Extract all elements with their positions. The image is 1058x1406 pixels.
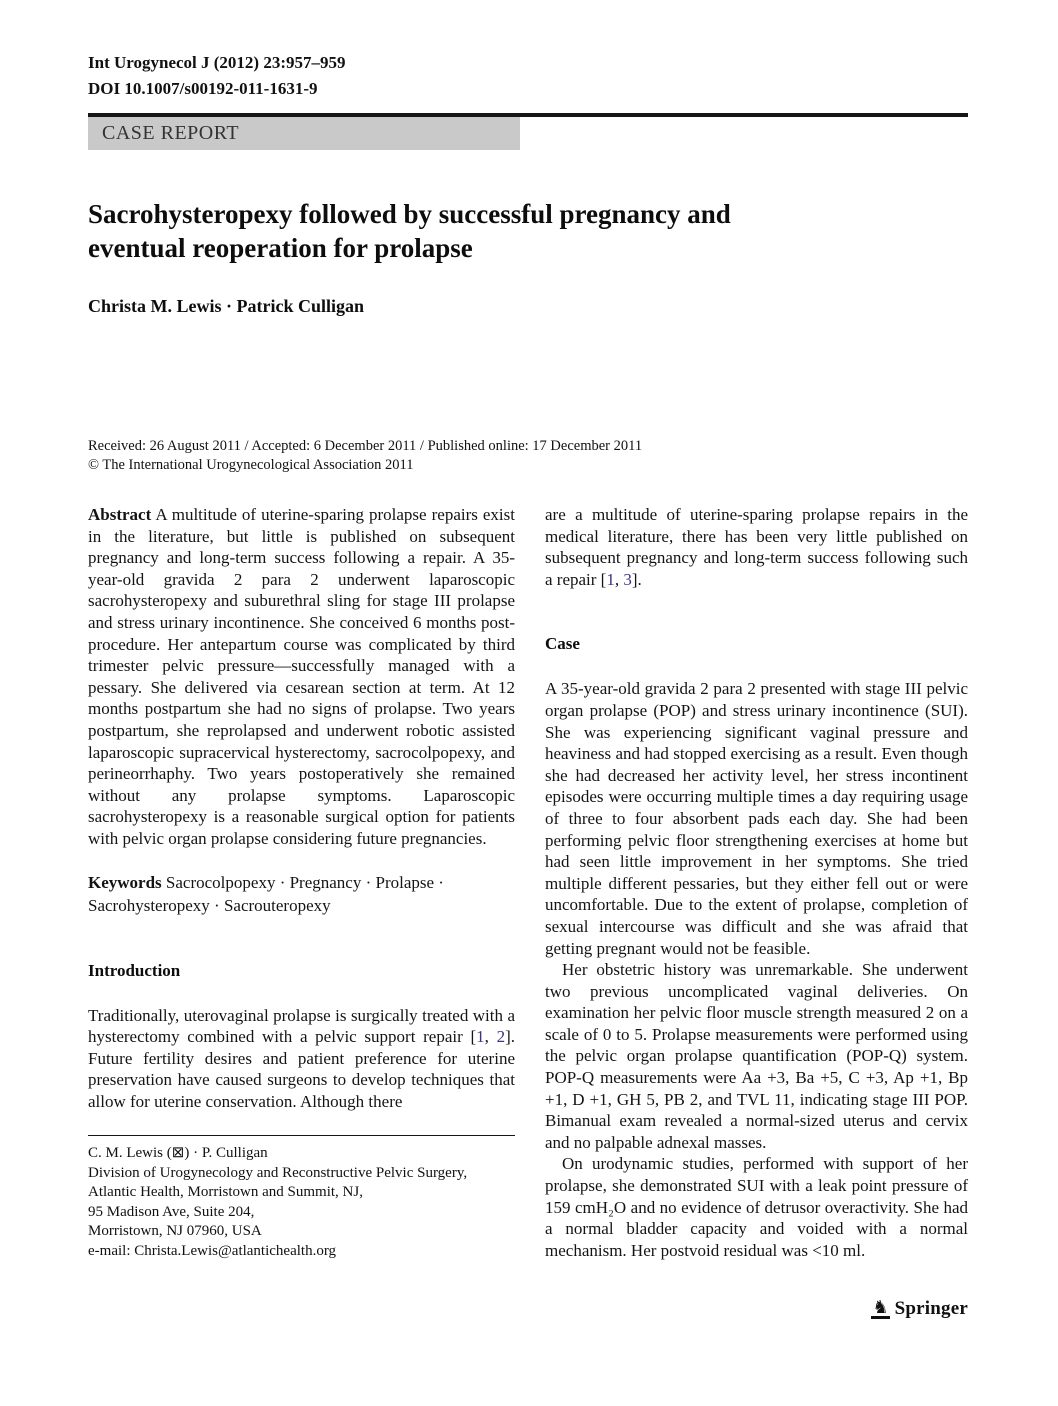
citation-ref-3[interactable]: 3 xyxy=(623,569,632,589)
citation-ref-2[interactable]: 2 xyxy=(496,1027,506,1047)
springer-knight-icon: ♞ xyxy=(872,1297,889,1317)
left-column xyxy=(88,504,515,1261)
citation-separator-2: , xyxy=(614,569,624,589)
doi-line: DOI 10.1007/s00192-011-1631-9 xyxy=(88,79,318,98)
keywords-text: Sacrocolpopexy · Pregnancy · Prolapse · Sacrohysteropexy · Sacrouteropexy xyxy=(88,872,444,915)
page-title: Sacrohysteropexy followed by successful pregnancy and eventual reoperation for prolapse xyxy=(88,199,731,263)
affiliation-street: 95 Madison Ave, Suite 204, xyxy=(88,1203,255,1220)
journal-citation: Int Urogynecol J (2012) 23:957–959 xyxy=(88,53,346,72)
correspondent-name: C. M. Lewis ( xyxy=(88,1145,172,1162)
introduction-continuation-paragraph xyxy=(545,504,968,590)
correspondent-line xyxy=(88,1144,515,1164)
article-type-banner: CASE REPORT xyxy=(88,117,520,150)
citation-separator: , xyxy=(484,1027,497,1047)
abstract-label: Abstract xyxy=(88,505,152,524)
citation-ref-1b[interactable]: 1 xyxy=(606,569,615,589)
affiliation-division: Division of Urogynecology and Reconstructive Pelvic Surgery, xyxy=(88,1164,468,1181)
publisher-name: Springer xyxy=(894,1298,968,1319)
case-heading: Case xyxy=(545,634,580,654)
case-paragraph-1: A 35-year-old gravida 2 para 2 presented with stage III pelvic organ prolapse (POP) and stress urinary incontinence (SUI). She was experiencing significant vaginal pressure and heaviness and had stopped exercising as a result. Even though she had decreased her activity level, her stress incontinent episodes were occurring multiple times a day requiring usage of three to four absorbent pads each day. She had been performing pelvic floor strengthening exercises at home but had seen little improvement in her symptoms. She tried multiple different pessaries, but they either fell out or were uncomfortable. Due to the extent of prolapse, completion of sexual intercourse was difficult and she was afraid that getting pregnant would not be feasible. xyxy=(545,679,968,958)
dates-block xyxy=(88,437,968,475)
authors-line: Christa M. Lewis · Patrick Culligan xyxy=(88,296,364,316)
two-column-body xyxy=(88,504,968,1261)
intro-cont-text-post: ]. xyxy=(631,569,642,589)
correspondence-footnote xyxy=(88,1135,515,1261)
publisher-logo xyxy=(871,1298,968,1320)
page-content xyxy=(88,50,968,1261)
introduction-heading: Introduction xyxy=(88,960,181,980)
introduction-paragraph xyxy=(88,1005,515,1113)
affiliation-city: Morristown, NJ 07960, USA xyxy=(88,1223,262,1240)
email-line[interactable]: e-mail: Christa.Lewis@atlantichealth.org xyxy=(88,1242,337,1259)
intro-text-post: ]. Future fertility desires and patient preference for uterine preservation have caused surgeons to develop techniques that allow for uterine conservation. Although there xyxy=(88,1027,515,1111)
envelope-icon: ⊠ xyxy=(171,1145,185,1162)
case-paragraph-3: On urodynamic studies, performed with support of her prolapse, she demonstrated SUI with a leak point pressure of 159 cmH₂O and no evidence of detrusor overactivity. She had a normal bladder capacity and voided with a normal mechanism. Her postvoid residual was <10 ml. xyxy=(545,1154,968,1260)
abstract-paragraph xyxy=(88,504,515,850)
intro-cont-text: are a multitude of uterine-sparing prolapse repairs in the medical literature, there has been very little published on subsequent pregnancy and long-term success following such a repair [ xyxy=(545,505,968,589)
keywords-label: Keywords xyxy=(88,872,162,892)
case-paragraph-2: Her obstetric history was unremarkable. She underwent two previous uncomplicated vaginal deliveries. On examination her pelvic floor muscle strength measured 2 on a scale of 0 to 5. Prolapse measurements were performed using the pelvic organ prolapse quantification (POP-Q) system. POP-Q measurements were Aa +3, Ba +5, C +3, Ap +1, Bp +1, D +1, GH 5, PB 2, and TVL 11, indicating stage III POP. Bimanual exam revealed a normal-sized uterus and cervix and no palpable adnexal masses. xyxy=(545,960,968,1152)
affiliation-institution: Atlantic Health, Morristown and Summit, NJ, xyxy=(88,1184,363,1201)
right-column xyxy=(545,504,968,1261)
citation-ref-1[interactable]: 1 xyxy=(476,1027,485,1047)
abstract-text: A multitude of uterine-sparing prolapse repairs exist in the literature, but little is published on subsequent pregnancy and long-term success following a repair. A 35-year-old gravida 2 para 2 underwent laparoscopic sacrohysteropexy and suburethral sling for stage III prolapse and stress urinary incontinence. She conceived 6 months post-procedure. Her antepartum course was complicated by third trimester pelvic pressure—successfully managed with a pessary. She delivered via cesarean section at term. At 12 months postpartum she had no signs of prolapse. Two years postpartum, she reprolapsed and underwent robotic assisted laparoscopic supracervical hysterectomy, sacrocolpopexy, and perineorrhaphy. Two years postoperatively she remained without any prolapse symptoms. Laparoscopic sacrohysteropexy is a reasonable surgical option for patients with pelvic organ prolapse considering future pregnancies. xyxy=(88,505,515,848)
copyright-line: © The International Urogynecological Association 2011 xyxy=(88,457,414,473)
keywords-paragraph xyxy=(88,871,515,917)
intro-text-pre: Traditionally, uterovaginal prolapse is surgically treated with a hysterectomy combined with a pelvic support repair [ xyxy=(88,1005,515,1047)
received-accepted-line: Received: 26 August 2011 / Accepted: 6 December 2011 / Published online: 17 December 2011 xyxy=(88,438,643,454)
coauthor-name: ) · P. Culligan xyxy=(184,1145,268,1162)
